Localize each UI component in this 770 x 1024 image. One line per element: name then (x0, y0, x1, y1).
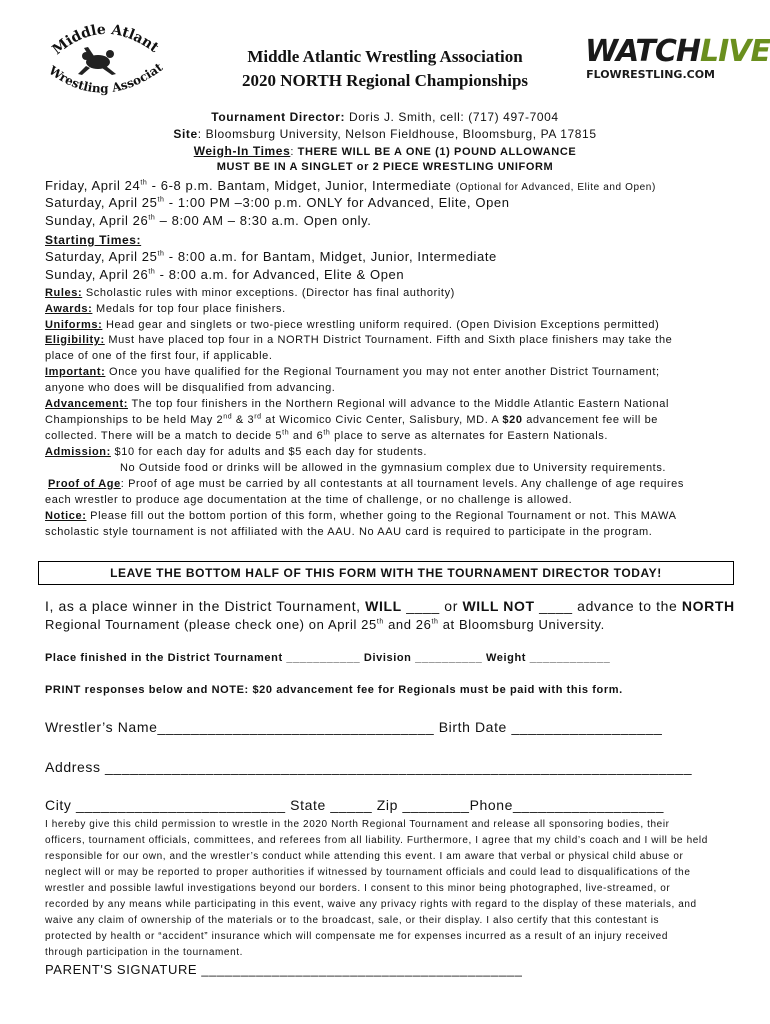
schedule-sunday: Sunday, April 26th – 8:00 AM – 8:30 a.m. Open only. (45, 213, 372, 228)
starting-times-heading: Starting Times: (45, 233, 142, 247)
print-note: PRINT responses below and NOTE: $20 advancement fee for Regionals must be paid with this form. (45, 684, 623, 696)
proof-of-age-line: Proof of Age: Proof of age must be carried by all contestants at all tournament levels. Any challenge of age requires (48, 478, 684, 490)
rules-line: Rules: Scholastic rules with minor exceptions. (Director has final authority) (45, 287, 455, 299)
director-banner-text: LEAVE THE BOTTOM HALF OF THIS FORM WITH THE TOURNAMENT DIRECTOR TODAY! (110, 566, 662, 580)
uniforms-line: Uniforms: Head gear and singlets or two-piece wrestling uniform required. (Open Division Exceptions permitted) (45, 319, 660, 331)
schedule-friday: Friday, April 24th - 6-8 p.m. Bantam, Midget, Junior, Intermediate (Optional for Advanced, Elite and Open) (45, 178, 656, 193)
wrestler-name-field[interactable]: Wrestler’s Name_________________________________ Birth Date __________________ (45, 719, 663, 735)
uniform-requirement: MUST BE IN A SINGLET or 2 PIECE WRESTLING UNIFORM (216, 161, 554, 173)
site-line: Site: Bloomsburg University, Nelson Fieldhouse, Bloomsburg, PA 17815 (173, 127, 597, 141)
title-line-2: 2020 NORTH Regional Championships (241, 71, 529, 90)
advance-pledge-line: I, as a place winner in the District Tournament, WILL ____ or WILL NOT ____ advance to the NORTH (45, 598, 735, 614)
advancement-line: Advancement: The top four finishers in the Northern Regional will advance to the Middle Atlantic Eastern National (45, 398, 669, 410)
mawa-logo (40, 18, 168, 100)
admission-line: Admission: $10 for each day for adults and $5 each day for students. (45, 446, 428, 458)
advancement-line-2: Championships to be held May 2nd & 3rd at Wicomico Civic Center, Salisbury, MD. A $20 advancement fee will be (45, 413, 659, 426)
notice-line: Notice: Please fill out the bottom portion of this form, whether going to the Regional Tournament or not. This MAWA (45, 510, 677, 522)
place-finished-field[interactable]: Place finished in the District Tournament ___________ Division __________ Weight ____________ (45, 652, 611, 664)
important-line: Important: Once you have qualified for the Regional Tournament you may not enter another District Tournament; (45, 366, 660, 378)
eligibility-line: Eligibility: Must have placed top four in a NORTH District Tournament. Fifth and Sixth place finishers may take the (45, 334, 673, 346)
schedule-saturday: Saturday, April 25th - 1:00 PM –3:00 p.m. ONLY for Advanced, Elite, Open (45, 195, 510, 210)
watch-live-wordmark: WATCHLIVE (585, 34, 770, 69)
parent-signature-field[interactable]: PARENT'S SIGNATURE _________________________________________ (45, 962, 523, 977)
address-field[interactable]: Address ______________________________________________________________________ (45, 759, 693, 775)
wrestlers-icon (78, 47, 116, 75)
waiver-line: wrestler and possible lawful investigations beyond our borders. I consent to this minor being photographed, live-streamed, or (45, 883, 671, 894)
starting-sunday: Sunday, April 26th - 8:00 a.m. for Advanced, Elite & Open (45, 267, 405, 282)
outside-food-line: No Outside food or drinks will be allowed in the gymnasium complex due to University requirements. (120, 462, 667, 474)
title-line-1: Middle Atlantic Wrestling Association (247, 47, 523, 66)
flowrestling-url: FLOWRESTLING.COM (586, 68, 715, 81)
page-title (200, 45, 570, 93)
waiver-line: neglect will or may be reported to proper authorities if witnessed by tournament officials and could lead to disqualifications of the (45, 867, 691, 878)
starting-saturday: Saturday, April 25th - 8:00 a.m. for Bantam, Midget, Junior, Intermediate (45, 249, 497, 264)
waiver-text (45, 817, 735, 961)
advance-pledge-line-2: Regional Tournament (please check one) on April 25th and 26th at Bloomsburg University. (45, 617, 605, 632)
director-banner (38, 561, 734, 585)
city-state-zip-phone-field[interactable]: City _________________________ State _____ Zip ________Phone__________________ (45, 797, 665, 813)
eligibility-line-2: place of one of the first four, if applicable. (45, 350, 273, 362)
watch-live-logo (585, 34, 770, 92)
waiver-line: responsible for our own, and the wrestler’s conduct while attending this event. I am aware that verbal or physical child abuse or (45, 851, 684, 862)
important-line-2: anyone who does will be disqualified from advancing. (45, 382, 336, 394)
notice-line-2: scholastic style tournament is not affiliated with the AAU. No AAU card is required to participate in the program. (45, 526, 653, 538)
waiver-line: recorded by any means while participating in this event, waive any privacy rights with regard to the display of these materials, and (45, 899, 697, 910)
waiver-line: through participation in the tournament. (45, 947, 243, 958)
advancement-line-3: collected. There will be a match to decide 5th and 6th place to serve as alternates for Eastern Nationals. (45, 429, 609, 442)
waiver-line: officers, tournament officials, committees, and referees from all liability. Furthermore, I agree that my child’s coach and I will be held (45, 835, 708, 846)
awards-line: Awards: Medals for top four place finishers. (45, 303, 286, 315)
waiver-line: protected by health or “accident” insurance which will compensate me for expenses incurred as a result of an injury received (45, 931, 669, 942)
svg-text:Middle Atlantic: Middle Atlant (49, 21, 162, 59)
proof-of-age-line-2: each wrestler to produce age documentation at the time of challenge, or no challenge is allowed. (45, 494, 573, 506)
director-line: Tournament Director: Doris J. Smith, cell: (717) 497-7004 (211, 110, 559, 124)
weighin-line: Weigh-In Times: THERE WILL BE A ONE (1) POUND ALLOWANCE (193, 144, 577, 158)
waiver-line: waive any claim of ownership of the materials or to the broadcast, sale, or their display. I also certify that this contestant is (45, 915, 660, 926)
svg-text:Wrestling Association: Wrestling Associat (46, 60, 166, 96)
mawa-logo-graphic (40, 18, 168, 100)
waiver-line: I hereby give this child permission to wrestle in the 2020 North Regional Tournament and release all sponsoring bodies, their (45, 819, 670, 830)
